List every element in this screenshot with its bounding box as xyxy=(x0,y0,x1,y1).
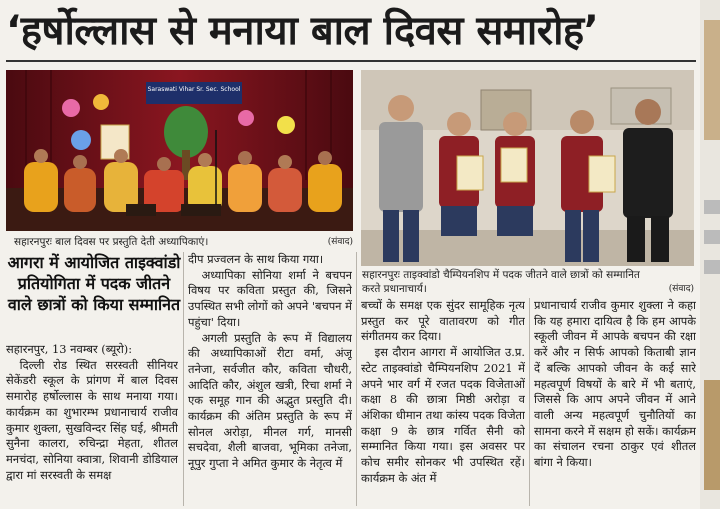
left-caption-text: सहारनपुरः बाल दिवस पर प्रस्तुति देती अध्यापिकाएं। xyxy=(14,236,209,248)
dateline: सहारनपुर, 13 नवम्बर (ब्यूरो): xyxy=(6,342,133,356)
left-photo-caption xyxy=(14,235,353,249)
left-photo xyxy=(6,70,353,231)
col4-paragraph-1: प्रधानाचार्य राजीव कुमार शुक्ला ने कहा कि यह हमारा दायित्व है कि हम आपके स्कूली जीवन में आपके बचपन की रक्षा करें और न सिर्फ आपको किताबी ज्ञान दें बल्कि आपको जीवन के कई सारे महत्वपूर्ण विषयों के बारे में भी बताएं, जिससे कि आप अपने जीवन में आने वाली अन्य महत्वपूर्ण चुनौतियों का सामना करने में सक्षम हो सकें। कार्यक्रम का संचालन रचना ठाकुर एवं शीतल बांगा ने किया। xyxy=(534,298,696,470)
left-caption-credit: (संवाद) xyxy=(327,237,353,247)
article-column-2 xyxy=(188,252,352,507)
column-divider xyxy=(529,298,530,506)
column-divider xyxy=(183,252,184,506)
subheadline: आगरा में आयोजित ताइक्वांडो प्रतियोगिता में पदक जीतने वाले छात्रों को किया सम्मानित xyxy=(7,253,181,314)
right-photo xyxy=(361,70,694,266)
adjacent-article-strip xyxy=(700,0,720,509)
col2-paragraph-1: दीप प्रज्वलन के साथ किया गया। xyxy=(188,252,324,266)
col1-paragraph-1: दिल्ली रोड स्थित सरस्वती सीनियर सेकेंडरी स्कूल के प्रांगण में बाल दिवस समारोह हर्षोल्लास के साथ मनाया गया। कार्यक्रम का शुभारम्भ प्रधानाचार्य राजीव कुमार शुक्ला, सुखविन्दर सिंह घई, श्रीमती सुनैना कालरा, रुचिन्द्रा मेहता, शीतल मनचंदा, सोनिया क्वात्रा, शिवानी डोडियाल द्वारा मां सरस्वती के समक्ष xyxy=(6,357,178,482)
article-column-1 xyxy=(6,342,178,507)
headline: ‘हर्षोल्लास से मनाया बाल दिवस समारोह’ xyxy=(6,8,599,54)
medal-ceremony-image xyxy=(361,70,694,266)
right-photo-caption xyxy=(362,268,694,296)
right-caption-credit: (संवाद) xyxy=(668,284,694,294)
article-column-4 xyxy=(534,298,696,507)
right-caption-line1: सहारनपुरः ताइक्वांडो चैम्पियनशिप में पदक जीतने वाले छात्रों को सम्मानित xyxy=(362,269,640,281)
article-column-3 xyxy=(361,298,525,507)
school-banner-text: Saraswati Vihar Sr. Sec. School xyxy=(147,86,241,93)
column-divider xyxy=(356,252,357,506)
col3-paragraph-1: बच्चों के समक्ष एक सुंदर सामूहिक नृत्य प्रस्तुत कर पूरे वातावरण को गीत संगीतमय कर दिया। xyxy=(361,298,525,344)
col2-paragraph-3: अगली प्रस्तुति के रूप में विद्यालय की अध्यापिकाओं रीटा वर्मा, अंजू तनेजा, सर्वजीत कौर, कविता चौधरी, आदिति कौर, अंशुल खत्री, रिचा शर्मा ने एक समूह गान की अद्भुत प्रस्तुति दी। कार्यक्रम की अंतिम प्रस्तुति के रूप में सोनल अरोड़ा, मीनल गर्ग, मानसी सचदेवा, शैली बाजवा, भूमिका तनेजा, नूपुर गुप्ता ने अमित कुमार के नेतृत्व में xyxy=(188,330,352,471)
right-caption-line2: करते प्रधानाचार्य। xyxy=(362,283,427,295)
stage-performance-image xyxy=(6,70,353,231)
headline-rule xyxy=(6,60,696,62)
col3-paragraph-2: इस दौरान आगरा में आयोजित उ.प्र. स्टेट ताइक्वांडो चैम्पियनशिप 2021 में अपने भार वर्ग में रजत पदक विजेताओं कक्षा 8 की छात्रा मिष्ठी अरोड़ा व अंशिका धीमान तथा कांस्य पदक विजेता कक्षा 9 के छात्र गर्वित सैनी को सम्मानित किया गया। इस अवसर पर कोच समीर सोनकर भी उपस्थित रहें। कार्यक्रम के अंत में xyxy=(361,345,525,485)
col2-paragraph-2: अध्यापिका सोनिया शर्मा ने बचपन विषय पर कविता प्रस्तुत की, जिसने उपस्थित सभी लोगों को अपने 'बचपन में पहुंचा' दिया। xyxy=(188,267,352,329)
